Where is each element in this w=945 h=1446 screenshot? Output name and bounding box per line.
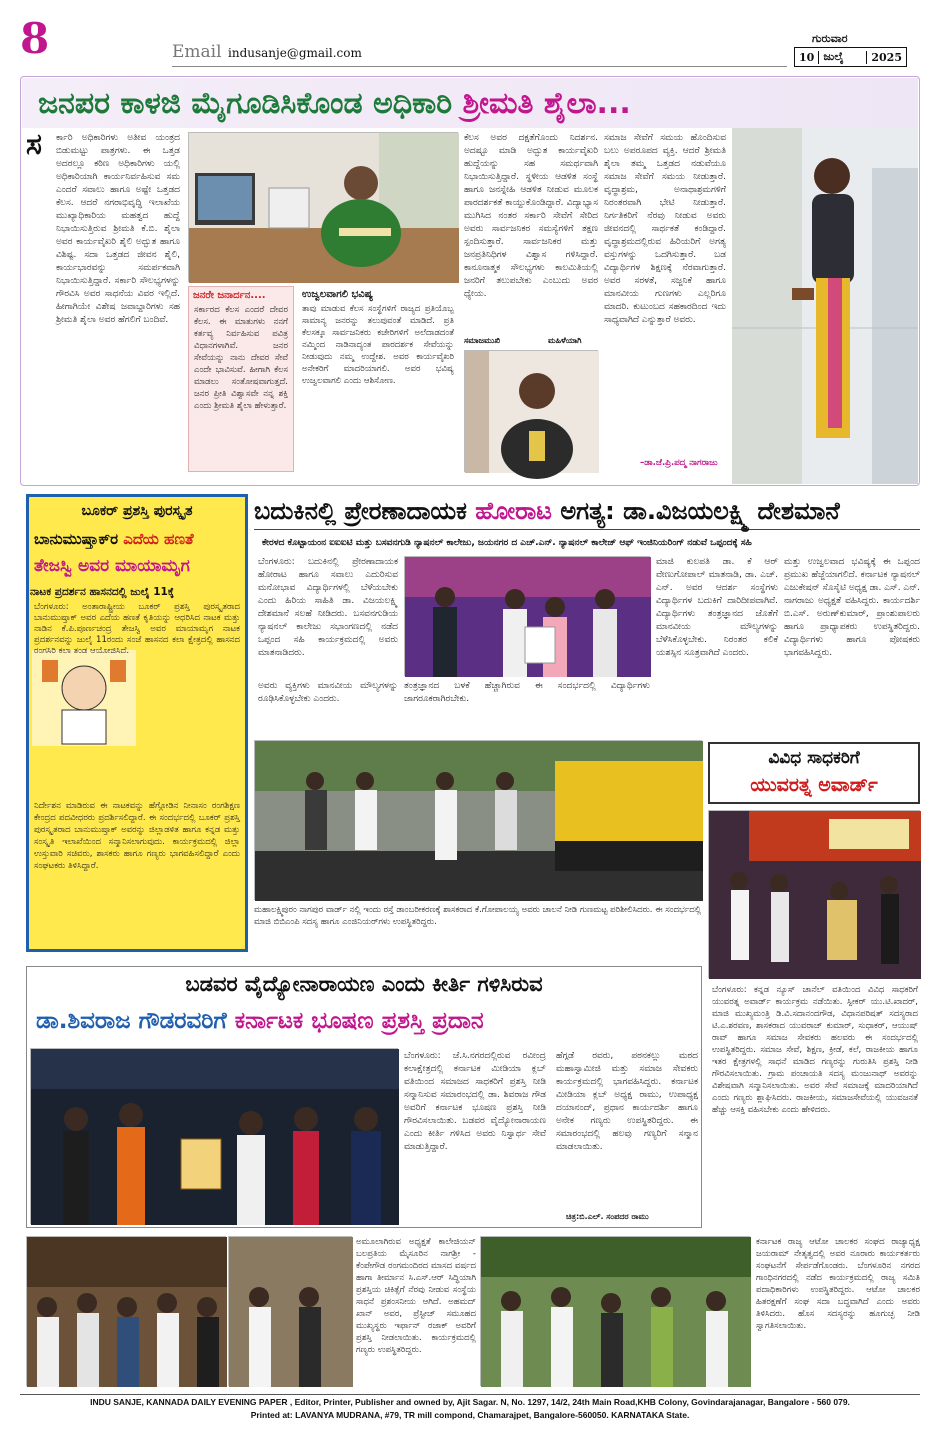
photo-karnataka-bhushana [30, 1048, 398, 1224]
bottom-col-b: ಕರ್ನಾಟಕ ರಾಜ್ಯ ಆಟೋ ಚಾಲಕರ ಸಂಘದ ರಾಜ್ಯಾಧ್ಯಕ್ಷ ಜಯರಾಮ್ ನೇತೃತ್ವದಲ್ಲಿ ಅವರ ನೂರಾರು ಕಾರ್ಯಕರ್ತರು ಸಂಘಟನೆಗೆ ಸೇರ್ಪಡೆಗೊಂಡರು. ಬೆಂಗಳೂರಿನ ನಗರದ ಗಾಂಧಿನಗರದಲ್ಲಿ ನಡೆದ ಕಾರ್ಯಕ್ರಮದಲ್ಲಿ ರಾಜ್ಯ ಸಮಿತಿ ಪದಾಧಿಕಾರಿಗಳು ಉಪಸ್ಥಿತರಿದ್ದರು. ಆಟೋ ಚಾಲಕರ ಹಿತರಕ್ಷಣೆಗೆ ಸಂಘ ಸದಾ ಬದ್ಧವಾಗಿದೆ ಎಂದು ಅವರು ತಿಳಿಸಿದರು. ಹೊಸ ಸದಸ್ಯರನ್ನು ಹೂಗುಚ್ಛ ನೀಡಿ ಸ್ವಾಗತಿಸಲಾಯಿತು. [756, 1237, 920, 1331]
sidebox-janare-title: ಜನರೇ ಜನಾರ್ದನ.... [193, 290, 266, 301]
story1-byline: –ಡಾ.ಜೆ.ಪ್ರಿ.ಪದ್ಮ ನಾಗರಾಜು [640, 458, 718, 468]
photo-mou-ceremony [404, 556, 650, 676]
story3-headline2b: ಕರ್ನಾಟಕ ಭೂಷಣ ಪ್ರಶಸ್ತಿ ಪ್ರದಾನ [234, 1008, 484, 1034]
yuvaratna-title2a: ಯುವರತ್ನ [750, 774, 812, 796]
story3-headline2a: ಡಾ.ಶಿವರಾಜ ಗೌಡರವರಿಗೆ [36, 1008, 227, 1034]
story2-headline-a: ಬದುಕಿನಲ್ಲಿ ಪ್ರೇರಣಾದಾಯಕ [254, 497, 467, 525]
story2-headline [254, 494, 920, 530]
story3-col1: ಬೆಂಗಳೂರು: ಜೆ.ಸಿ.ನಗರದಲ್ಲಿರುವ ರವೀಂದ್ರ ಕಲಾಕ್ಷೇತ್ರದಲ್ಲಿ ಕರ್ನಾಟಕ ಮೀಡಿಯಾ ಕ್ಲಬ್ ವತಿಯಿಂದ ಸಮಾಜದ ಸಾಧಕರಿಗೆ ಪ್ರಶಸ್ತಿ ನೀಡಿ ಸನ್ಮಾನಿಸುವ ಸಮಾರಂಭದಲ್ಲಿ ಡಾ. ಶಿವರಾಜ ಗೌಡ ಅವರಿಗೆ ಕರ್ನಾಟಕ ಭೂಷಣ ಪ್ರಶಸ್ತಿ ನೀಡಿ ಗೌರವಿಸಲಾಯಿತು. ಬಡವರ ವೈದ್ಯೋನಾರಾಯಣ ಎಂದು ಕೀರ್ತಿ ಗಳಿಸಿದ ಅವರು ನಿಸ್ವಾರ್ಥ ಸೇವೆ ಮಾಡುತ್ತಿದ್ದಾರೆ. [404, 1051, 546, 1152]
yuvaratna-title2b: ಅವಾರ್ಡ್ [818, 774, 878, 796]
booker-text-side [140, 650, 240, 790]
story2-deck: ಕೇರಳದ ಕೊಟ್ಟಾಯಂನ ಐಐಐಟಿ ಮತ್ತು ಬಸವನಗುಡಿ ನ್ಯಾಷನಲ್ ಕಾಲೇಜು, ಜಯನಗರ ದ ಎಚ್.ಎನ್. ನ್ಯಾಷನಲ್ ಕಾಲೇಜ್ ಆಫ್ ಇಂಜಿನಿಯರಿಂಗ್ ನಡುವೆ ಒಪ್ಪಂದಕ್ಕೆ ಸಹಿ [262, 538, 752, 548]
yuvaratna-title2 [708, 774, 920, 796]
photo-officer-walking [732, 128, 918, 484]
story3-headline1: ಬಡವರ ವೈದ್ಯೋನಾರಾಯಣ ಎಂದು ಕೀರ್ತಿ ಗಳಿಸಿರುವ [185, 972, 543, 996]
story1-col1: ರ್ಕಾರಿ ಅಧಿಕಾರಿಗಳು ಅತೀವ ಯಂತ್ರದ ಬಿಡುಮಟ್ಟು ಪಾತ್ರಗಳು. ಈ ಒತ್ತಡ ಅದರಲ್ಲೂ ಕಠಿಣ ಅಧಿಕಾರಿಗಳು ಯಲ್ಲಿ ಅಧಿಕಾರಿಯಾಗಿ ಕಾರ್ಯನಿರ್ವಹಿಸುವ ಸಮ ಎಂದರೆ ಸವಾಲು ಹಾಗೂ ಅಷ್ಟೇ ಒತ್ತಡದ ಕೆಲಸ. ಆದರೆ ನಗರಾಭಿವೃದ್ಧಿ ಇಲಾಖೆಯ ಮುಖ್ಯಾಧಿಕಾರಿಯ ಮಹತ್ವದ ಹುದ್ದೆ ನಿಭಾಯಿಸುತ್ತಿರುವ ಶ್ರೀಮತಿ ಕೆ.ಬಿ. ಶೈಲಾ ಅವರ ಕಾರ್ಯವೈಖರಿ ಶೈಲಿ ಅದ್ಭುತ ಹಾಗೂ ವಿಶಿಷ್ಟ. ಸದಾ ಒತ್ತಡದ ಜೀವನ ಶೈಲಿ, ಕಾರ್ಯಭಾರವನ್ನು ಸಮರ್ಪಕವಾಗಿ ನಿಭಾಯಿಸುತ್ತಿದ್ದಾರೆ. ಸರ್ಕಾರಿ ಸೌಲಭ್ಯಗಳನ್ನು ಗೌರವಿಸಿ ಅವರ ಸಾಧನೆಯ ವಿವರ ಇಲ್ಲಿದೆ. ಹೀಗಾಗಿಯೇ ವಿಶೇಷ ಜವಾಬ್ದಾರಿಗಳು ಸಹ ಶ್ರೀಮತಿ ಶೈಲಾ ಅವರ ಹೆಗಲಿಗೆ ಬಂದಿವೆ. [56, 133, 180, 325]
story2-col1-bottom: ಅವರು ವ್ಯಕ್ತಿಗಳು ಮಾನವೀಯ ಮೌಲ್ಯಗಳನ್ನು ರೂಢಿಸಿಕೊಳ್ಳಬೇಕು ಎಂದರು. [258, 681, 398, 704]
footer-line1: INDU SANJE, KANNADA DAILY EVENING PAPER , Editor, Printer, Publisher and owned by, Ajit Sagar. N, No. 1297, 14/2, 24th Main Road,KHB Colony, Govindarajanagar, Bangalore - 560 079. [90, 1397, 850, 1407]
date-year: 2025 [866, 51, 906, 64]
photo-karnataka-bhushana-art [31, 1049, 399, 1225]
booker-title1-work: ಎದೆಯ ಹಣತೆ [123, 530, 194, 548]
photo-award-group-mid-art [229, 1237, 353, 1387]
photo-yuvaratna-award [708, 810, 920, 978]
sidebox-ujvala-title: ಉಜ್ವಲವಾಗಲಿ ಭವಿಷ್ಯ [302, 289, 373, 300]
story2-col3: ಮತ್ತು ಉಜ್ವಲವಾದ ಭವಿಷ್ಯಕ್ಕೆ ಈ ಒಪ್ಪಂದ ಪ್ರಮುಖ ಹೆಜ್ಜೆಯಾಗಲಿದೆ. ಕರ್ನಾಟಕ ನ್ಯಾಷನಲ್ ಎಜುಕೇಷನ್ ಸೊಸೈಟಿ ಅಧ್ಯಕ್ಷ ಡಾ. ಎಸ್. ಎನ್. ನಾಗರಾಜು ಅಧ್ಯಕ್ಷತೆ ವಹಿಸಿದ್ದರು. ಕಾರ್ಯದರ್ಶಿ ಬಿ.ಎಸ್. ಅರುಣ್‌ಕುಮಾರ್, ಪ್ರಾಂಶುಪಾಲರು ಹಾಗೂ ಪ್ರಾಧ್ಯಾಪಕರು ಉಪಸ್ಥಿತರಿದ್ದರು. ವಿದ್ಯಾರ್ಥಿಗಳು ಹಾಗೂ ಪೋಷಕರು ಭಾಗವಹಿಸಿದ್ದರು. [784, 557, 920, 658]
sidebox-ujvala-text: ತಾವು ಮಾಡುವ ಕೆಲಸ ಸಂಸ್ಥೆಗಳಿಗೆ ರಾಜ್ಯದ ಪ್ರತಿಯೊಬ್ಬ ಸಾಮಾನ್ಯ ಜನರನ್ನು ತಲುಪುವಂತೆ ಮಾಡಿದೆ. ಪ್ರತಿ ಕೆಲಸಕ್ಕೂ ಸಾರ್ವಜನಿಕರು ಕಚೇರಿಗಳಿಗೆ ಅಲೆದಾಡದಂತೆ ನಮ್ಮಿಂದ ನಾಡಿನಾದ್ಯಂತ ಪಾರದರ್ಶಕ ಸೇವೆಯನ್ನು ನೀಡುವುದು ನಮ್ಮ ಉದ್ದೇಶ. ಅವರ ಕಾರ್ಯವೈಖರಿ ಅನೇಕರಿಗೆ ಮಾದರಿಯಾಗಲಿ. ಅವರ ಭವಿಷ್ಯ ಉಜ್ವಲವಾಗಲಿ ಎಂದು ಆಶಿಸೋಣ. [302, 304, 454, 386]
story3-headline2 [36, 1008, 484, 1034]
story2-col2-bottom: ತಂತ್ರಜ್ಞಾನದ ಬಳಕೆ ಹೆಚ್ಚಾಗಿರುವ ಈ ಸಂದರ್ಭದಲ್ಲಿ ವಿದ್ಯಾರ್ಥಿಗಳು ಜಾಗರೂಕರಾಗಿರಬೇಕು. [404, 681, 650, 704]
caption-samajamukhi: ಸಮಾಜಮುಖಿ [464, 336, 501, 345]
booker-text-bottom: ನಿರ್ದೇಶನ ಮಾಡಿರುವ ಈ ನಾಟಕವನ್ನು ಹೆಗ್ಗೋಡಿನ ನೀನಾಸಂ ರಂಗಶಿಕ್ಷಣ ಕೇಂದ್ರದ ಪದವೀಧರರು ಪ್ರದರ್ಶಿಸಲಿದ್ದಾರೆ. ಈ ಸಂದರ್ಭದಲ್ಲಿ ಬೂಕರ್ ಪ್ರಶಸ್ತಿ ಪುರಸ್ಕೃತರಾದ ಬಾನುಮುಷ್ತಾಕ್ ಅವರನ್ನು ಜಿಲ್ಲಾಡಳಿತ ಹಾಗೂ ಕನ್ನಡ ಮತ್ತು ಸಂಸ್ಕೃತಿ ಇಲಾಖೆಯಿಂದ ಸನ್ಮಾನಿಸಲಾಗುವುದು. ಕಾರ್ಯಕ್ರಮದಲ್ಲಿ ಜಿಲ್ಲಾ ಉಸ್ತುವಾರಿ ಸಚಿವರು, ಶಾಸಕರು ಹಾಗೂ ಗಣ್ಯರು ಭಾಗವಹಿಸಲಿದ್ದಾರೆ ಎಂದು ಸಂಘಟಕರು ತಿಳಿಸಿದ್ದಾರೆ. [34, 801, 240, 871]
photo-officer-walking-art [732, 128, 918, 484]
bottom-col-a: ಅಮೂಲಾಗಿರುವ ಅಧ್ಯಕ್ಷತೆ ಕಾಲೇಜಿಯನ್ ಬಲಪ್ರತಿಯ ಮೈಸೂರಿನ ನಾಗಶ್ರೀ - ಕೆಂಪೇಗೌಡ ರಂಗಮಂದಿರದ ಮಾಸದ ವರ್ಷದ ಹಾಗಾ ತೀರ್ಮಾನ ಸಿ.ಎಸ್.ಆರ್ ಸಿದ್ಧಿಯಾಗಿ ಪ್ರಶಸ್ತಿಯ ಚಿಕಿತ್ಸೆಗೆ ನೆರವು ನೀಡುವ ಸಂಸ್ಥೆಯ ಸಾಧನೆ ಪ್ರಶಂಸನೀಯ ಆಗಿದೆ. ಅಹಮದ್ ಖಾನ್ ಅವರ, ಪ್ರೆಸ್ಟೀಜ್ ಸಮೂಹದ ಮುಖ್ಯಸ್ಥರು ಇರ್ಫಾನ್ ರಜಾಕ್ ಅವರಿಗೆ ಪ್ರಶಸ್ತಿ ನೀಡಲಾಯಿತು. ಕಾರ್ಯಕ್ರಮದಲ್ಲಿ ಗಣ್ಯರು ಉಪಸ್ಥಿತರಿದ್ದರು. [356, 1237, 476, 1355]
booker-illustration-art [32, 650, 136, 746]
booker-title1-name: ಬಾನುಮುಷ್ತಾಕ್‌ರ [34, 530, 119, 548]
story3-byline: ಚಿತ್ರ:ಬಿ.ಎಲ್. ಸಂಪದರ ರಾಮು [566, 1212, 649, 1221]
story1-col3: ಕೆಲಸ ಅವರ ದಕ್ಷತೆಗೊಂದು ನಿದರ್ಶನ. ಅದಷ್ಟೂ ಮಾಡಿ ಅದ್ಭುತ ಕಾರ್ಯವೈಖರಿ ಹುದ್ದೆಯನ್ನು ಸಹ ಸಮರ್ಥವಾಗಿ ನಿಭಾಯಿಸುತ್ತಿದ್ದಾರೆ. ಸ್ಥಳೀಯ ಆಡಳಿತ ಸಂಸ್ಥೆ ಹಾಗೂ ಜನಸ್ನೇಹಿ ಆಡಳಿತ ನೀಡುವ ಮೂಲಕ ಪಾರದರ್ಶಕತೆ ಕಾಯ್ದುಕೊಂಡಿದ್ದಾರೆ. ವಿದ್ಯಾಭ್ಯಾಸ ಮುಗಿಸಿದ ನಂತರ ಸರ್ಕಾರಿ ಸೇವೆಗೆ ಸೇರಿದ ಅವರು ಸಾರ್ವಜನಿಕರ ಸಮಸ್ಯೆಗಳಿಗೆ ತಕ್ಷಣ ಸ್ಪಂದಿಸುತ್ತಾರೆ. ಸಾರ್ವಜನಿಕರ ಮತ್ತು ಜನಪ್ರತಿನಿಧಿಗಳ ವಿಶ್ವಾಸ ಗಳಿಸಿದ್ದಾರೆ. ಕಾನೂನಾತ್ಮಕ ಸೌಲಭ್ಯಗಳು ಕಾಲಮಿತಿಯಲ್ಲಿ ಜನರಿಗೆ ತಲುಪಬೇಕು ಎಂಬುದು ಅವರ ಧ್ಯೇಯ. [464, 133, 598, 299]
photo-auto-union [480, 1236, 750, 1386]
photo-award-group-left [26, 1236, 226, 1386]
yuvaratna-text: ಬೆಂಗಳೂರು: ಕನ್ನಡ ನ್ಯೂಸ್ ಚಾನೆಲ್ ವತಿಯಿಂದ ವಿವಿಧ ಸಾಧಕರಿಗೆ ಯುವರತ್ನ ಅವಾರ್ಡ್ ಕಾರ್ಯಕ್ರಮ ನಡೆಯಿತು. ಸ್ಪೀಕರ್ ಯು.ಟಿ.ಖಾದರ್, ಮಾಜಿ ಮುಖ್ಯಮಂತ್ರಿ ಡಿ.ವಿ.ಸದಾನಂದಗೌಡ, ವಿಧಾನಪರಿಷತ್ ಸದಸ್ಯರಾದ ಟಿ.ಎ.ಶರವಣ, ಶಾಸಕರಾದ ಯುವರಾಜ್ ಕುಮಾರ್, ಸುಧಾಕರ್, ಆಯುಷ್ ರಾವ್ ಹಾಗೂ ಸಮಾಜ ಸೇವಕರು ಹಲವರು ಈ ಸಂದರ್ಭದಲ್ಲಿ ಉಪಸ್ಥಿತರಿದ್ದರು. ಸಮಾಜ ಸೇವೆ, ಶಿಕ್ಷಣ, ಕ್ರೀಡೆ, ಕಲೆ, ರಾಜಕೀಯ ಹಾಗೂ ಇತರ ಕ್ಷೇತ್ರಗಳಲ್ಲಿ ಸಾಧನೆ ಮಾಡಿದ ಗಣ್ಯರನ್ನು ಗುರುತಿಸಿ ಪ್ರಶಸ್ತಿ ನೀಡಿ ಗೌರವಿಸಲಾಯಿತು. ಗ್ರಾಮ ಪಂಚಾಯತಿ ಸದಸ್ಯ ಮಂಜುನಾಥ್ ಅವರನ್ನು ವಿಶೇಷವಾಗಿ ಸನ್ಮಾನಿಸಲಾಯಿತು. ಅವರ ಸೇವೆ ಸಮಾಜಕ್ಕೆ ಮಾದರಿಯಾಗಿದೆ ಎಂದು ಗಣ್ಯರು ಶ್ಲಾಘಿಸಿದರು. ರಾಜಕೀಯ, ಸಮಾಜಸೇವೆಯಲ್ಲಿ ಯುವಜನತೆ ಹೆಚ್ಚು ಆಸಕ್ತಿ ವಹಿಸಬೇಕು ಎಂದು ಹೇಳಿದರು. [712, 985, 918, 1115]
booker-text-top: ಬೆಂಗಳೂರು: ಅಂತಾರಾಷ್ಟ್ರೀಯ ಬೂಕರ್ ಪ್ರಶಸ್ತಿ ಪುರಸ್ಕೃತರಾದ ಬಾನುಮುಷ್ತಾಕ್ ಅವರ ಎದೆಯ ಹಣತೆ ಕೃತಿಯನ್ನು ಆಧರಿಸಿದ ನಾಟಕ ಮತ್ತು ನಾಡಿನ ಕೆ.ಪಿ.ಪೂರ್ಣಚಂದ್ರ ತೇಜಸ್ವಿ ಅವರ ಮಾಯಾಮೃಗ ನಾಟಕ ಪ್ರದರ್ಶನವನ್ನು ಜುಲೈ 11ರಂದು ಸಂಜೆ ಹಾಸನದ ಕಲಾ ಕ್ಷೇತ್ರದಲ್ಲಿ ಹಾಸನದ ರಂಗಸಿರಿ ಕಲಾ ತಂಡ ಆಯೋಜಿಸಿದೆ. [34, 602, 240, 656]
photo-officer-portrait [464, 350, 598, 472]
story1-headline-name: ಶ್ರೀಮತಿ ಶೈಲಾ... [462, 86, 631, 121]
photo-road-asphalt-art [255, 741, 703, 901]
photo-officer-desk-art [189, 133, 459, 283]
story2-col1: ಬೆಂಗಳೂರು: ಬದುಕಿನಲ್ಲಿ ಪ್ರೇರಣಾದಾಯಕ ಹೋರಾಟ ಹಾಗೂ ಸವಾಲು ಎದುರಿಸುವ ಮನೋಭಾವ ವಿದ್ಯಾರ್ಥಿಗಳಲ್ಲಿ ಬೆಳೆಯಬೇಕು ಎಂದು ಹಿರಿಯ ಸಾಹಿತಿ ಡಾ. ವಿಜಯಲಕ್ಷ್ಮಿ ದೇಶಮಾನೆ ಸಲಹೆ ನೀಡಿದರು. ಬಸವನಗುಡಿಯ ನ್ಯಾಷನಲ್ ಕಾಲೇಜು ಸಭಾಂಗಣದಲ್ಲಿ ನಡೆದ ಒಪ್ಪಂದ ಸಹಿ ಕಾರ್ಯಕ್ರಮದಲ್ಲಿ ಅವರು ಮಾತನಾಡಿದರು. [258, 557, 398, 658]
sidebox-janare [188, 286, 294, 472]
photo-award-group-left-art [27, 1237, 227, 1387]
photo-officer-portrait-art [465, 351, 599, 473]
dropcap: ಸ [26, 127, 42, 162]
weekday: ಗುರುವಾರ [812, 32, 848, 45]
story1-headline-main: ಜನಪರ ಕಾಳಜಿ ಮೈಗೂಡಿಸಿಕೊಂಡ ಅಧಿಕಾರಿ [38, 86, 453, 121]
booker-title2: ತೇಜಸ್ವಿ ಅವರ ಮಾಯಾಮೃಗ [34, 556, 190, 576]
footer-line2: Printed at: LAVANYA MUDRANA, #79, TR mill compond, Chamarajpet, Bangalore-560050. KARNATAKA State. [250, 1410, 690, 1420]
sidebox-ujvala [298, 286, 458, 472]
story3-col2: ಹೆಗ್ಗಡೆ ರವರು, ಪಠನಕಲ್ಲು ಮಠದ ಮಹಾಸ್ವಾಮೀಜಿ ಮತ್ತು ಸಮಾಜ ಸೇವಕರು ಕಾರ್ಯಕ್ರಮದಲ್ಲಿ ಭಾಗವಹಿಸಿದ್ದರು. ಕರ್ನಾಟಕ ಮೀಡಿಯಾ ಕ್ಲಬ್ ಅಧ್ಯಕ್ಷ ರಾಮು, ಉಪಾಧ್ಯಕ್ಷ ದಯಾನಂದ್, ಪ್ರಧಾನ ಕಾರ್ಯದರ್ಶಿ ಹಾಗೂ ಅನೇಕ ಗಣ್ಯರು ಉಪಸ್ಥಿತರಿದ್ದರು. ಈ ಸಮಾರಂಭದಲ್ಲಿ ಹಲವು ಗಣ್ಯರಿಗೆ ಸನ್ಮಾನ ಮಾಡಲಾಯಿತು. [556, 1051, 698, 1152]
photo-road-asphalt [254, 740, 702, 900]
road-photo-caption: ಮಹಾಲಕ್ಷ್ಮಿಪುರಂ ನಾಗಪುರ ವಾರ್ಡ್ ನಲ್ಲಿ ಇಂದು ರಸ್ತೆ ಡಾಂಬರೀಕರಣಕ್ಕೆ ಶಾಸಕರಾದ ಕೆ.ಗೋಪಾಲಯ್ಯ ಅವರು ಚಾಲನೆ ನೀಡಿ ಗುಣಮಟ್ಟ ಪರಿಶೀಲಿಸಿದರು. ಈ ಸಂದರ್ಭದಲ್ಲಿ ಮಾಜಿ ಬಿಬಿಎಂಪಿ ಸದಸ್ಯ ಹಾಗೂ ಎಂಜಿನಿಯರ್‌ಗಳು ಉಪಸ್ಥಿತರಿದ್ದರು. [254, 905, 702, 927]
sidebox-janare-text: ಸರ್ಕಾರದ ಕೆಲಸ ಎಂದರೆ ದೇವರ ಕೆಲಸ. ಈ ಮಾತುಗಳು ನನಗೆ ಕರ್ತವ್ಯ ನಿರ್ವಹಿಸುವ ಪವಿತ್ರ ವಿಧಾನಗಳಾಗಿವೆ. ಜನರ ಸೇವೆಯನ್ನು ನಾನು ದೇವರ ಸೇವೆ ಎಂದೇ ಭಾವಿಸುವೆ. ಹೀಗಾಗಿ ಕೆಲಸ ಮಾಡಲು ಸಂತೋಷವಾಗುತ್ತದೆ. ಜನರ ಪ್ರೀತಿ ವಿಶ್ವಾಸವೇ ನನ್ನ ಶಕ್ತಿ ಎಂದು ಶ್ರೀಮತಿ ಶೈಲಾ ಹೇಳುತ್ತಾರೆ. [194, 305, 288, 411]
photo-auto-union-art [481, 1237, 751, 1387]
caption-mahileyagi: ಮಹಿಳೆಯಾಗಿ [548, 336, 582, 345]
booker-title1 [34, 530, 194, 548]
yuvaratna-title1: ವಿವಿಧ ಸಾಧಕರಿಗೆ [768, 748, 860, 768]
photo-officer-desk [188, 132, 458, 282]
email-address[interactable]: indusanje@gmail.com [228, 46, 362, 60]
story2-headline-b: ಹೋರಾಟ [475, 497, 552, 525]
page-number: 8 [20, 14, 50, 63]
photo-yuvaratna-award-art [709, 811, 921, 979]
story1-headline [38, 84, 631, 124]
story1-col4: ಸಮಾಜ ಸೇವೆಗೆ ಸಮಯ ಹೊಂದಿಸುವ ಬಲು ಅಪರೂಪದ ವ್ಯಕ್ತಿ. ಆದರೆ ಶ್ರೀಮತಿ ಶೈಲಾ ತಮ್ಮ ಒತ್ತಡದ ನಡುವೆಯೂ ಸಮಾಜ ಸೇವೆಗೆ ಸಮಯ ನೀಡುತ್ತಾರೆ. ವೃದ್ಧಾಶ್ರಮ, ಅನಾಥಾಶ್ರಮಗಳಿಗೆ ನಿರಂತರವಾಗಿ ಭೇಟಿ ನೀಡುತ್ತಾರೆ. ನಿರ್ಗತಿಕರಿಗೆ ನೆರವು ನೀಡುವ ಅವರು ಜೀವನದಲ್ಲಿ ಸಾರ್ಥಕತೆ ಕಂಡಿದ್ದಾರೆ. ವೃದ್ಧಾಶ್ರಮದಲ್ಲಿರುವ ಹಿರಿಯರಿಗೆ ಅಗತ್ಯ ವಸ್ತುಗಳನ್ನು ಒದಗಿಸುತ್ತಾರೆ. ಬಡ ವಿದ್ಯಾರ್ಥಿಗಳ ಶಿಕ್ಷಣಕ್ಕೆ ನೆರವಾಗುತ್ತಾರೆ. ಅವರ ಸರಳತೆ, ಸಜ್ಜನಿಕೆ ಹಾಗೂ ಮಾನವೀಯ ಗುಣಗಳು ಎಲ್ಲರಿಗೂ ಮಾದರಿ. ಕುಟುಂಬದ ಸಹಕಾರದಿಂದ ಇದು ಸಾಧ್ಯವಾಗಿದೆ ಎನ್ನುತ್ತಾರೆ ಅವರು. [604, 133, 726, 325]
booker-illustration [32, 650, 136, 746]
footer-rule [20, 1394, 920, 1395]
date-month: ಜುಲೈ [823, 50, 844, 63]
story2-col2: ಮಾಜಿ ಕುಲಪತಿ ಡಾ. ಕೆ ಆರ್ ವೇಣುಗೋಪಾಲ್ ಮಾತನಾಡಿ, ಡಾ. ಎಚ್. ಎನ್. ಅವರ ಆದರ್ಶ ಸಂಸ್ಥೆಗಳು ವಿದ್ಯಾರ್ಥಿಗಳ ಬದುಕಿಗೆ ದಾರಿದೀಪವಾಗಿವೆ. ವಿದ್ಯಾರ್ಥಿಗಳು ತಂತ್ರಜ್ಞಾನದ ಜೊತೆಗೆ ಮಾನವೀಯ ಮೌಲ್ಯಗಳನ್ನು ಬೆಳೆಸಿಕೊಳ್ಳಬೇಕು. ನಿರಂತರ ಕಲಿಕೆ ಯಶಸ್ಸಿನ ಸೂತ್ರವಾಗಿದೆ ಎಂದರು. [656, 557, 778, 658]
booker-subline: ನಾಟಕ ಪ್ರದರ್ಶನ ಹಾಸನದಲ್ಲಿ ಜುಲೈ 11ಕ್ಕೆ [30, 586, 175, 598]
date-day: 10 [795, 51, 819, 64]
story2-headline-c: ಅಗತ್ಯ: ಡಾ.ವಿಜಯಲಕ್ಷ್ಮಿ ದೇಶಮಾನೆ [560, 497, 840, 525]
photo-award-group-mid [228, 1236, 352, 1386]
email-label: Email [172, 42, 222, 62]
masthead-rule [172, 66, 787, 67]
booker-kicker: ಬೂಕರ್ ಪ್ರಶಸ್ತಿ ಪುರಸ್ಕೃತ [81, 503, 193, 519]
photo-mou-ceremony-art [405, 557, 651, 677]
date-box [794, 47, 907, 67]
